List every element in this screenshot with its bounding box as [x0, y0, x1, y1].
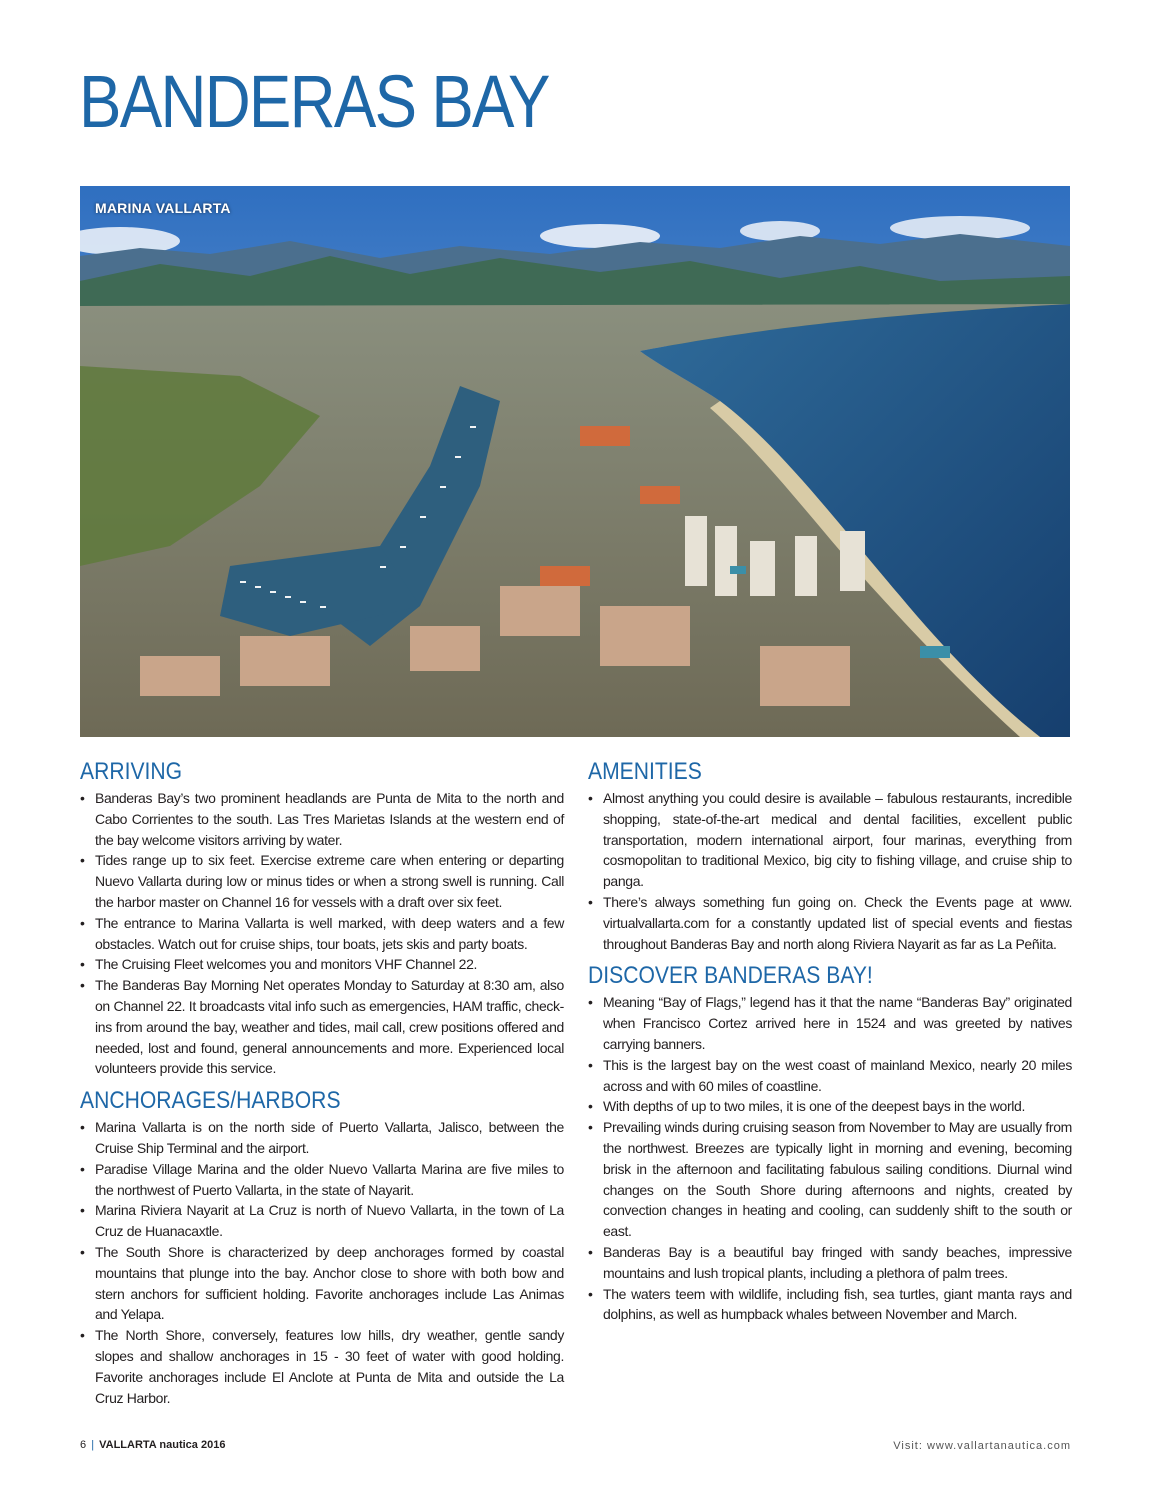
right-column — [588, 756, 1072, 1331]
anchorages-section — [80, 1085, 564, 1408]
amenities-title: AMENITIES — [588, 758, 702, 785]
list-item: • The Banderas Bay Morning Net operates Monday to Saturday at 8:30 am, also on Channel 22. It broadcasts vital info such as emergencies, HAM traffic, check-ins from around the bay, weather and tides, mail call, crew positions offered and needed, lost and found, general announcements and more. Experienced local volunteers provide this service. — [80, 975, 564, 1079]
amenities-list — [588, 788, 1072, 954]
discover-list — [588, 992, 1072, 1325]
list-item: • The South Shore is characterized by deep anchorages formed by coastal mountains that plunge into the bay. Anchor close to shore with both bow and stern anchors for sufficient holding. Favorite anchorages include Las Animas and Yelapa. — [80, 1242, 564, 1325]
footer-folio — [80, 1439, 225, 1451]
marina-vallarta-aerial-image — [80, 186, 1070, 737]
list-item: • Tides range up to six feet. Exercise extreme care when entering or departing Nuevo Vallarta during low or minus tides or when a strong swell is running. Call the harbor master on Channel 16 for vessels with a draft over six feet. — [80, 850, 564, 912]
list-item: • Marina Vallarta is on the north side of Puerto Vallarta, Jalisco, between the Cruise Ship Terminal and the airport. — [80, 1117, 564, 1159]
list-item: • With depths of up to two miles, it is one of the deepest bays in the world. — [588, 1096, 1072, 1117]
page-title: BANDERAS BAY — [79, 60, 549, 143]
photo-caption: MARINA VALLARTA — [95, 200, 231, 216]
list-item: • This is the largest bay on the west coast of mainland Mexico, nearly 20 miles across and with 60 miles of coastline. — [588, 1055, 1072, 1097]
list-item: • Marina Riviera Nayarit at La Cruz is north of Nuevo Vallarta, in the town of La Cruz de Huanacaxtle. — [80, 1200, 564, 1242]
list-item: • Banderas Bay is a beautiful bay fringed with sandy beaches, impressive mountains and lush tropical plants, including a plethora of palm trees. — [588, 1242, 1072, 1284]
list-item: • Almost anything you could desire is available – fabulous restaurants, incredible shopping, state-of-the-art medical and dental facilities, excellent public transportation, modern international airport, four marinas, everything from cosmopolitan to traditional Mexico, big city to fishing village, and cruise ship to panga. — [588, 788, 1072, 892]
amenities-section — [588, 756, 1072, 954]
arriving-title: ARRIVING — [80, 758, 183, 785]
page-number: 6 — [80, 1439, 87, 1451]
list-item: • The Cruising Fleet welcomes you and monitors VHF Channel 22. — [80, 954, 564, 975]
list-item: • The waters teem with wildlife, including fish, sea turtles, giant manta rays and dolphins, as well as humpback whales between November and March. — [588, 1284, 1072, 1326]
discover-title: DISCOVER BANDERAS BAY! — [588, 962, 873, 990]
anchorages-title: ANCHORAGES/HARBORS — [80, 1087, 341, 1115]
list-item: • The North Shore, conversely, features low hills, dry weather, gentle sandy slopes and shallow anchorages in 15 - 30 feet of water with good holding. Favorite anchorages include El Anclote at Punta de Mita and outside the La Cruz Harbor. — [80, 1325, 564, 1408]
left-column — [80, 756, 564, 1414]
list-item: • Prevailing winds during cruising season from November to May are usually from the northwest. Breezes are typically light in morning and evening, becoming brisk in the afternoon and facilitating fabulous sailing conditions. Diurnal wind changes on the South Shore during afternoons and nights, created by convection changes in heating and cooling, can suddenly shift to the south or east. — [588, 1117, 1072, 1242]
list-item: • There’s always something fun going on. Check the Events page at www. virtualvallarta.com for a constantly updated list of special events and fiestas throughout Banderas Bay and north along Riviera Nayarit as far as La Peñita. — [588, 892, 1072, 954]
list-item: • The entrance to Marina Vallarta is well marked, with deep waters and a few obstacles. Watch out for cruise ships, tour boats, jets skis and party boats. — [80, 913, 564, 955]
discover-section — [588, 960, 1072, 1325]
aerial-photo — [80, 186, 1070, 737]
folio-separator: | — [91, 1439, 95, 1451]
list-item: • Banderas Bay’s two prominent headlands are Punta de Mita to the north and Cabo Corrientes to the south. Las Tres Marietas Islands at the western end of the bay welcome visitors arriving by water. — [80, 788, 564, 850]
list-item: • Meaning “Bay of Flags,” legend has it that the name “Banderas Bay” originated when Francisco Cortez arrived here in 1524 and was greeted by natives carrying banners. — [588, 992, 1072, 1054]
arriving-section — [80, 756, 564, 1079]
anchorages-list — [80, 1117, 564, 1408]
footer-visit-url[interactable]: Visit: www.vallartanautica.com — [893, 1440, 1071, 1452]
arriving-list — [80, 788, 564, 1079]
publication-name: VALLARTA nautica 2016 — [99, 1439, 226, 1451]
list-item: • Paradise Village Marina and the older Nuevo Vallarta Marina are five miles to the northwest of Puerto Vallarta, in the state of Nayarit. — [80, 1159, 564, 1201]
